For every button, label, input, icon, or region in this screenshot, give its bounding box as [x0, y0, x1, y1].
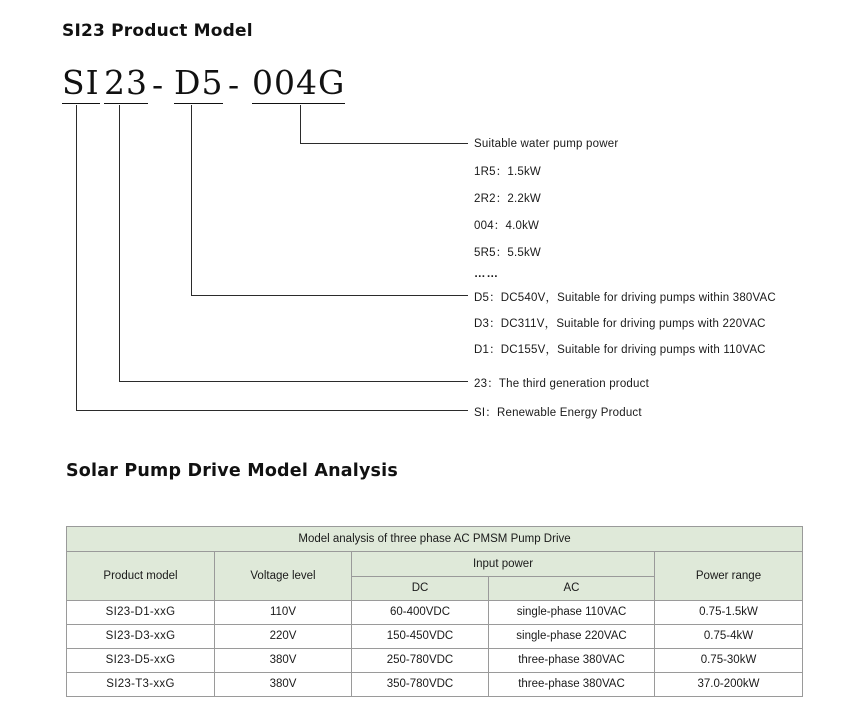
table-caption: Model analysis of three phase AC PMSM Pump Drive — [67, 527, 803, 552]
column-header-voltage-level: Voltage level — [215, 552, 352, 601]
table-caption-row — [67, 527, 803, 552]
cell-model: SI23-D5-xxG — [67, 649, 215, 673]
cell-model: SI23-D1-xxG — [67, 601, 215, 625]
cell-voltage: 110V — [215, 601, 352, 625]
leader-line-generation-horizontal — [119, 381, 468, 382]
table-header-row-1 — [67, 552, 803, 577]
annotation-voltage-d5: D5：DC540V，Suitable for driving pumps within 380VAC — [474, 292, 776, 304]
leader-line-series-horizontal — [76, 410, 468, 411]
code-part-generation: 23 — [104, 63, 148, 102]
annotation-power-item-3: 004：4.0kW — [474, 220, 540, 232]
annotation-power-item-ellipsis: …… — [474, 268, 499, 280]
column-header-dc: DC — [352, 577, 489, 601]
leader-line-series-vertical — [76, 105, 77, 410]
cell-voltage: 220V — [215, 625, 352, 649]
annotation-power-item-4: 5R5：5.5kW — [474, 247, 541, 259]
annotation-voltage-d1: D1：DC155V，Suitable for driving pumps with 110VAC — [474, 344, 766, 356]
column-header-power-range: Power range — [655, 552, 803, 601]
cell-ac: single-phase 110VAC — [489, 601, 655, 625]
cell-dc: 60-400VDC — [352, 601, 489, 625]
code-separator-1: - — [152, 65, 165, 104]
annotation-generation: 23：The third generation product — [474, 378, 649, 390]
page-title-product-model: SI23 Product Model — [62, 21, 253, 41]
annotation-power-item-1: 1R5：1.5kW — [474, 166, 541, 178]
table-row — [67, 625, 803, 649]
code-separator-2: - — [228, 65, 241, 104]
leader-line-power-vertical — [300, 105, 301, 143]
code-part-series: SI — [62, 63, 100, 102]
leader-line-voltage-horizontal — [191, 295, 468, 296]
cell-ac: three-phase 380VAC — [489, 649, 655, 673]
cell-model: SI23-T3-xxG — [67, 673, 215, 697]
cell-power-range: 0.75-4kW — [655, 625, 803, 649]
cell-ac: single-phase 220VAC — [489, 625, 655, 649]
model-analysis-table-wrapper — [66, 526, 802, 697]
page-title-model-analysis: Solar Pump Drive Model Analysis — [66, 461, 398, 481]
table-row — [67, 649, 803, 673]
annotation-power-heading: Suitable water pump power — [474, 138, 619, 150]
cell-voltage: 380V — [215, 649, 352, 673]
annotation-series: SI：Renewable Energy Product — [474, 407, 642, 419]
table-row — [67, 601, 803, 625]
leader-line-generation-vertical — [119, 105, 120, 381]
column-header-product-model: Product model — [67, 552, 215, 601]
leader-line-power-horizontal — [300, 143, 468, 144]
code-part-voltage: D5 — [174, 63, 224, 102]
cell-dc: 250-780VDC — [352, 649, 489, 673]
model-analysis-table — [66, 526, 803, 697]
column-header-ac: AC — [489, 577, 655, 601]
cell-ac: three-phase 380VAC — [489, 673, 655, 697]
leader-line-voltage-vertical — [191, 105, 192, 295]
code-part-power: 004G — [252, 63, 346, 102]
cell-dc: 150-450VDC — [352, 625, 489, 649]
cell-voltage: 380V — [215, 673, 352, 697]
table-row — [67, 673, 803, 697]
cell-power-range: 0.75-1.5kW — [655, 601, 803, 625]
cell-dc: 350-780VDC — [352, 673, 489, 697]
cell-power-range: 0.75-30kW — [655, 649, 803, 673]
annotation-power-item-2: 2R2：2.2kW — [474, 193, 541, 205]
cell-model: SI23-D3-xxG — [67, 625, 215, 649]
annotation-voltage-d3: D3：DC311V，Suitable for driving pumps with 220VAC — [474, 318, 766, 330]
column-header-input-power: Input power — [352, 552, 655, 577]
cell-power-range: 37.0-200kW — [655, 673, 803, 697]
